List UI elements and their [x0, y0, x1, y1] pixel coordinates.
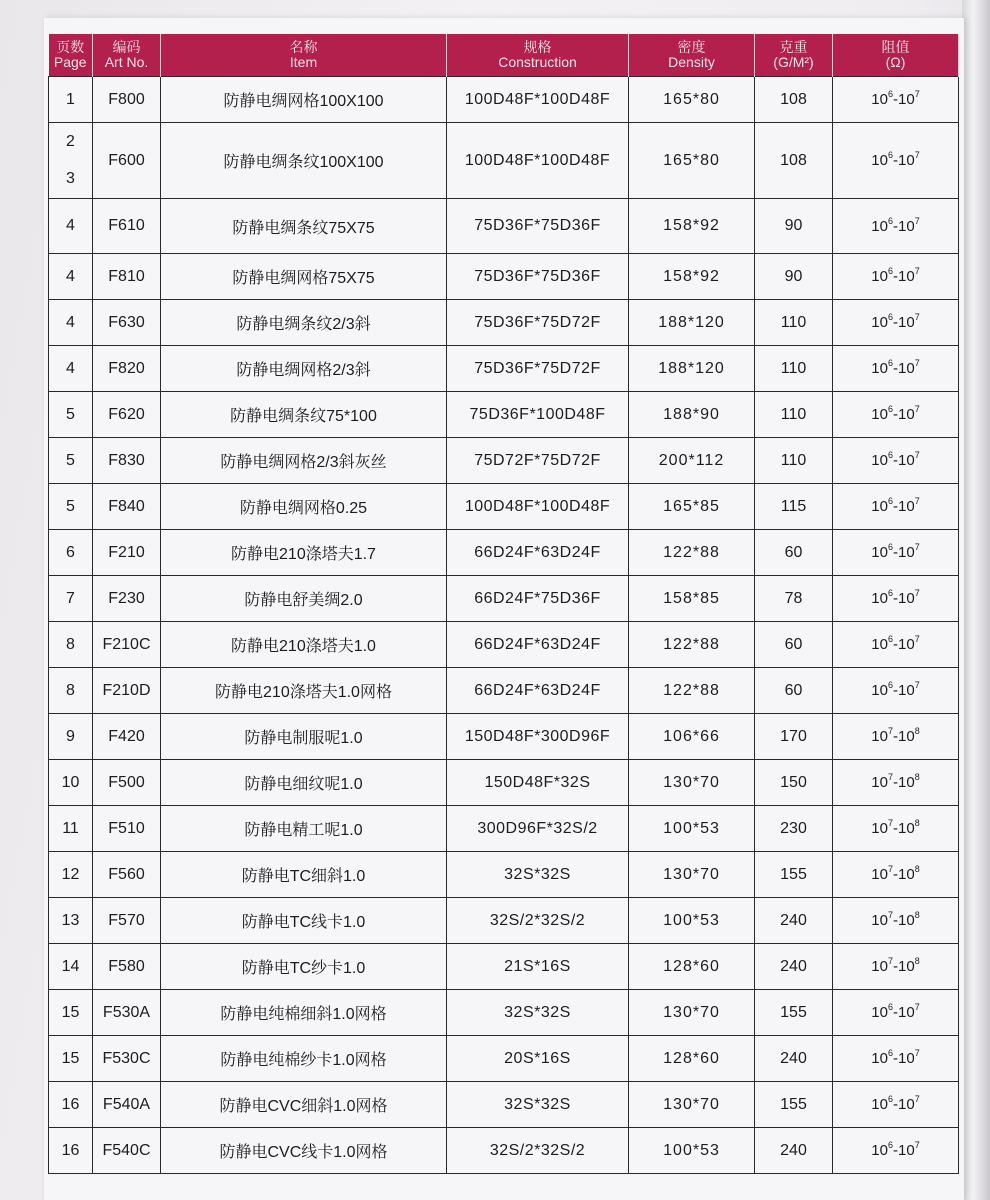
- weight-cell: 60: [755, 668, 833, 714]
- resistance-cell: $10^7-10^8$: [833, 760, 959, 806]
- weight-cell: 90: [755, 199, 833, 254]
- item-cell: 防静电210涤塔夫1.0: [161, 622, 447, 668]
- density-cell: 165*80: [629, 77, 755, 123]
- density-cell: 188*90: [629, 392, 755, 438]
- table-row: [49, 1036, 959, 1082]
- art-no-cell: F530C: [93, 1036, 161, 1082]
- weight-cell: 60: [755, 622, 833, 668]
- art-no-cell: F810: [93, 254, 161, 300]
- construction-cell: 32S*32S: [447, 1082, 629, 1128]
- art-no-cell: F630: [93, 300, 161, 346]
- weight-cell: 240: [755, 1036, 833, 1082]
- resistance-cell: $10^6-10^7$: [833, 1128, 959, 1174]
- resistance-cell: $10^7-10^8$: [833, 852, 959, 898]
- construction-cell: 66D24F*63D24F: [447, 668, 629, 714]
- resistance-cell: $10^6-10^7$: [833, 346, 959, 392]
- construction-cell: 75D36F*75D72F: [447, 300, 629, 346]
- table-row: [49, 806, 959, 852]
- table-row: [49, 714, 959, 760]
- weight-cell: 78: [755, 576, 833, 622]
- weight-cell: 170: [755, 714, 833, 760]
- art-no-cell: F230: [93, 576, 161, 622]
- page-cell: 10: [49, 760, 93, 806]
- resistance-cell: $10^6-10^7$: [833, 199, 959, 254]
- item-cell: 防静电绸网格100X100: [161, 77, 447, 123]
- table-row: [49, 392, 959, 438]
- item-cell: 防静电CVC细斜1.0网格: [161, 1082, 447, 1128]
- page-cell: 12: [49, 852, 93, 898]
- density-cell: 128*60: [629, 1036, 755, 1082]
- weight-cell: 108: [755, 77, 833, 123]
- header-weight: 克重 (G/M²): [755, 34, 833, 77]
- page-cell: 6: [49, 530, 93, 576]
- resistance-cell: $10^6-10^7$: [833, 622, 959, 668]
- density-cell: 106*66: [629, 714, 755, 760]
- art-no-cell: F500: [93, 760, 161, 806]
- density-cell: 158*92: [629, 254, 755, 300]
- construction-cell: 32S*32S: [447, 990, 629, 1036]
- density-cell: 165*85: [629, 484, 755, 530]
- item-cell: 防静电绸网格75X75: [161, 254, 447, 300]
- construction-cell: 150D48F*300D96F: [447, 714, 629, 760]
- item-cell: 防静电绸网格2/3斜: [161, 346, 447, 392]
- resistance-cell: $10^7-10^8$: [833, 714, 959, 760]
- page-cell: 4: [49, 254, 93, 300]
- table-row: [49, 254, 959, 300]
- table-row: [49, 622, 959, 668]
- page-cell: 4: [49, 300, 93, 346]
- resistance-cell: $10^6-10^7$: [833, 300, 959, 346]
- art-no-cell: F600: [93, 123, 161, 199]
- item-cell: 防静电TC线卡1.0: [161, 898, 447, 944]
- header-construction: 规格 Construction: [447, 34, 629, 77]
- weight-cell: 110: [755, 438, 833, 484]
- item-cell: 防静电绸网格0.25: [161, 484, 447, 530]
- page-cell: 16: [49, 1128, 93, 1174]
- item-cell: 防静电TC纱卡1.0: [161, 944, 447, 990]
- density-cell: 130*70: [629, 852, 755, 898]
- item-cell: 防静电绸条纹75*100: [161, 392, 447, 438]
- page-cell: 5: [49, 438, 93, 484]
- density-cell: 122*88: [629, 668, 755, 714]
- weight-cell: 240: [755, 944, 833, 990]
- construction-cell: 32S/2*32S/2: [447, 898, 629, 944]
- density-cell: 200*112: [629, 438, 755, 484]
- item-cell: 防静电制服呢1.0: [161, 714, 447, 760]
- art-no-cell: F210C: [93, 622, 161, 668]
- density-cell: 158*92: [629, 199, 755, 254]
- table-row: [49, 484, 959, 530]
- density-cell: 130*70: [629, 760, 755, 806]
- header-page: 页数 Page: [49, 34, 93, 77]
- page-cell: 7: [49, 576, 93, 622]
- resistance-cell: $10^6-10^7$: [833, 668, 959, 714]
- weight-cell: 240: [755, 898, 833, 944]
- table-body: [49, 77, 959, 1174]
- resistance-cell: $10^6-10^7$: [833, 484, 959, 530]
- art-no-cell: F610: [93, 199, 161, 254]
- construction-cell: 75D36F*75D72F: [447, 346, 629, 392]
- item-cell: 防静电纯棉细斜1.0网格: [161, 990, 447, 1036]
- table-row: [49, 530, 959, 576]
- item-cell: 防静电210涤塔夫1.7: [161, 530, 447, 576]
- table-row: [49, 77, 959, 123]
- resistance-cell: $10^6-10^7$: [833, 438, 959, 484]
- construction-cell: 100D48F*100D48F: [447, 484, 629, 530]
- construction-cell: 32S*32S: [447, 852, 629, 898]
- construction-cell: 75D36F*100D48F: [447, 392, 629, 438]
- weight-cell: 108: [755, 123, 833, 199]
- page-cell: 15: [49, 990, 93, 1036]
- weight-cell: 155: [755, 1082, 833, 1128]
- page-cell: 4: [49, 346, 93, 392]
- construction-cell: 66D24F*63D24F: [447, 622, 629, 668]
- header-row: [49, 34, 959, 77]
- art-no-cell: F210D: [93, 668, 161, 714]
- density-cell: 122*88: [629, 530, 755, 576]
- density-cell: 128*60: [629, 944, 755, 990]
- resistance-cell: $10^6-10^7$: [833, 1036, 959, 1082]
- resistance-cell: $10^6-10^7$: [833, 254, 959, 300]
- header-item: 名称 Item: [161, 34, 447, 77]
- weight-cell: 155: [755, 852, 833, 898]
- resistance-cell: $10^6-10^7$: [833, 123, 959, 199]
- density-cell: 122*88: [629, 622, 755, 668]
- resistance-cell: $10^7-10^8$: [833, 806, 959, 852]
- header-density: 密度 Density: [629, 34, 755, 77]
- art-no-cell: F620: [93, 392, 161, 438]
- catalog-page: [44, 18, 964, 1200]
- item-cell: 防静电CVC线卡1.0网格: [161, 1128, 447, 1174]
- density-cell: 100*53: [629, 898, 755, 944]
- construction-cell: 150D48F*32S: [447, 760, 629, 806]
- weight-cell: 110: [755, 346, 833, 392]
- page-cell: 15: [49, 1036, 93, 1082]
- resistance-cell: $10^7-10^8$: [833, 944, 959, 990]
- density-cell: 188*120: [629, 300, 755, 346]
- table-row: [49, 852, 959, 898]
- construction-cell: 300D96F*32S/2: [447, 806, 629, 852]
- construction-cell: 32S/2*32S/2: [447, 1128, 629, 1174]
- weight-cell: 230: [755, 806, 833, 852]
- art-no-cell: F510: [93, 806, 161, 852]
- page-cell: 2: [49, 123, 93, 161]
- construction-cell: 75D72F*75D72F: [447, 438, 629, 484]
- resistance-cell: $10^6-10^7$: [833, 576, 959, 622]
- table-row: [49, 668, 959, 714]
- fabric-spec-table: [48, 34, 959, 1174]
- item-cell: 防静电TC细斜1.0: [161, 852, 447, 898]
- page-cell: 5: [49, 392, 93, 438]
- item-cell: 防静电纯棉纱卡1.0网格: [161, 1036, 447, 1082]
- art-no-cell: F420: [93, 714, 161, 760]
- construction-cell: 100D48F*100D48F: [447, 123, 629, 199]
- item-cell: 防静电舒美绸2.0: [161, 576, 447, 622]
- table-row: [49, 300, 959, 346]
- table-row: [49, 199, 959, 254]
- table-row: [49, 346, 959, 392]
- art-no-cell: F530A: [93, 990, 161, 1036]
- art-no-cell: F540A: [93, 1082, 161, 1128]
- art-no-cell: F820: [93, 346, 161, 392]
- table-row: [49, 760, 959, 806]
- density-cell: 188*120: [629, 346, 755, 392]
- table-row: [49, 576, 959, 622]
- weight-cell: 110: [755, 300, 833, 346]
- resistance-cell: $10^6-10^7$: [833, 392, 959, 438]
- item-cell: 防静电细纹呢1.0: [161, 760, 447, 806]
- weight-cell: 90: [755, 254, 833, 300]
- table-row: [49, 898, 959, 944]
- header-resistance: 阻值 (Ω): [833, 34, 959, 77]
- item-cell: 防静电绸网格2/3斜灰丝: [161, 438, 447, 484]
- density-cell: 158*85: [629, 576, 755, 622]
- page-cell: 8: [49, 668, 93, 714]
- resistance-cell: $10^6-10^7$: [833, 990, 959, 1036]
- item-cell: 防静电绸条纹2/3斜: [161, 300, 447, 346]
- density-cell: 130*70: [629, 1082, 755, 1128]
- item-cell: 防静电绸条纹100X100: [161, 123, 447, 199]
- art-no-cell: F560: [93, 852, 161, 898]
- density-cell: 100*53: [629, 806, 755, 852]
- page-cell: 13: [49, 898, 93, 944]
- construction-cell: 75D36F*75D36F: [447, 199, 629, 254]
- page-cell: 16: [49, 1082, 93, 1128]
- table-row: [49, 944, 959, 990]
- construction-cell: 66D24F*75D36F: [447, 576, 629, 622]
- weight-cell: 240: [755, 1128, 833, 1174]
- weight-cell: 110: [755, 392, 833, 438]
- weight-cell: 60: [755, 530, 833, 576]
- construction-cell: 100D48F*100D48F: [447, 77, 629, 123]
- header-art-no: 编码 Art No.: [93, 34, 161, 77]
- page-cell: 3: [49, 161, 93, 199]
- page-cell: 14: [49, 944, 93, 990]
- item-cell: 防静电精工呢1.0: [161, 806, 447, 852]
- density-cell: 130*70: [629, 990, 755, 1036]
- page-cell: 11: [49, 806, 93, 852]
- art-no-cell: F800: [93, 77, 161, 123]
- page-cell: 4: [49, 199, 93, 254]
- art-no-cell: F540C: [93, 1128, 161, 1174]
- construction-cell: 21S*16S: [447, 944, 629, 990]
- art-no-cell: F830: [93, 438, 161, 484]
- table-row: [49, 990, 959, 1036]
- resistance-cell: $10^6-10^7$: [833, 530, 959, 576]
- resistance-cell: $10^6-10^7$: [833, 77, 959, 123]
- art-no-cell: F570: [93, 898, 161, 944]
- weight-cell: 155: [755, 990, 833, 1036]
- page-cell: 9: [49, 714, 93, 760]
- table-row: [49, 438, 959, 484]
- table-row: [49, 123, 959, 161]
- density-cell: 100*53: [629, 1128, 755, 1174]
- resistance-cell: $10^6-10^7$: [833, 1082, 959, 1128]
- construction-cell: 20S*16S: [447, 1036, 629, 1082]
- art-no-cell: F840: [93, 484, 161, 530]
- art-no-cell: F580: [93, 944, 161, 990]
- weight-cell: 150: [755, 760, 833, 806]
- art-no-cell: F210: [93, 530, 161, 576]
- resistance-cell: $10^7-10^8$: [833, 898, 959, 944]
- item-cell: 防静电绸条纹75X75: [161, 199, 447, 254]
- density-cell: 165*80: [629, 123, 755, 199]
- page-cell: 5: [49, 484, 93, 530]
- page-cell: 8: [49, 622, 93, 668]
- construction-cell: 75D36F*75D36F: [447, 254, 629, 300]
- table-row: [49, 1082, 959, 1128]
- weight-cell: 115: [755, 484, 833, 530]
- book-spine: [962, 0, 990, 1200]
- item-cell: 防静电210涤塔夫1.0网格: [161, 668, 447, 714]
- table-row: [49, 1128, 959, 1174]
- page-cell: 1: [49, 77, 93, 123]
- construction-cell: 66D24F*63D24F: [447, 530, 629, 576]
